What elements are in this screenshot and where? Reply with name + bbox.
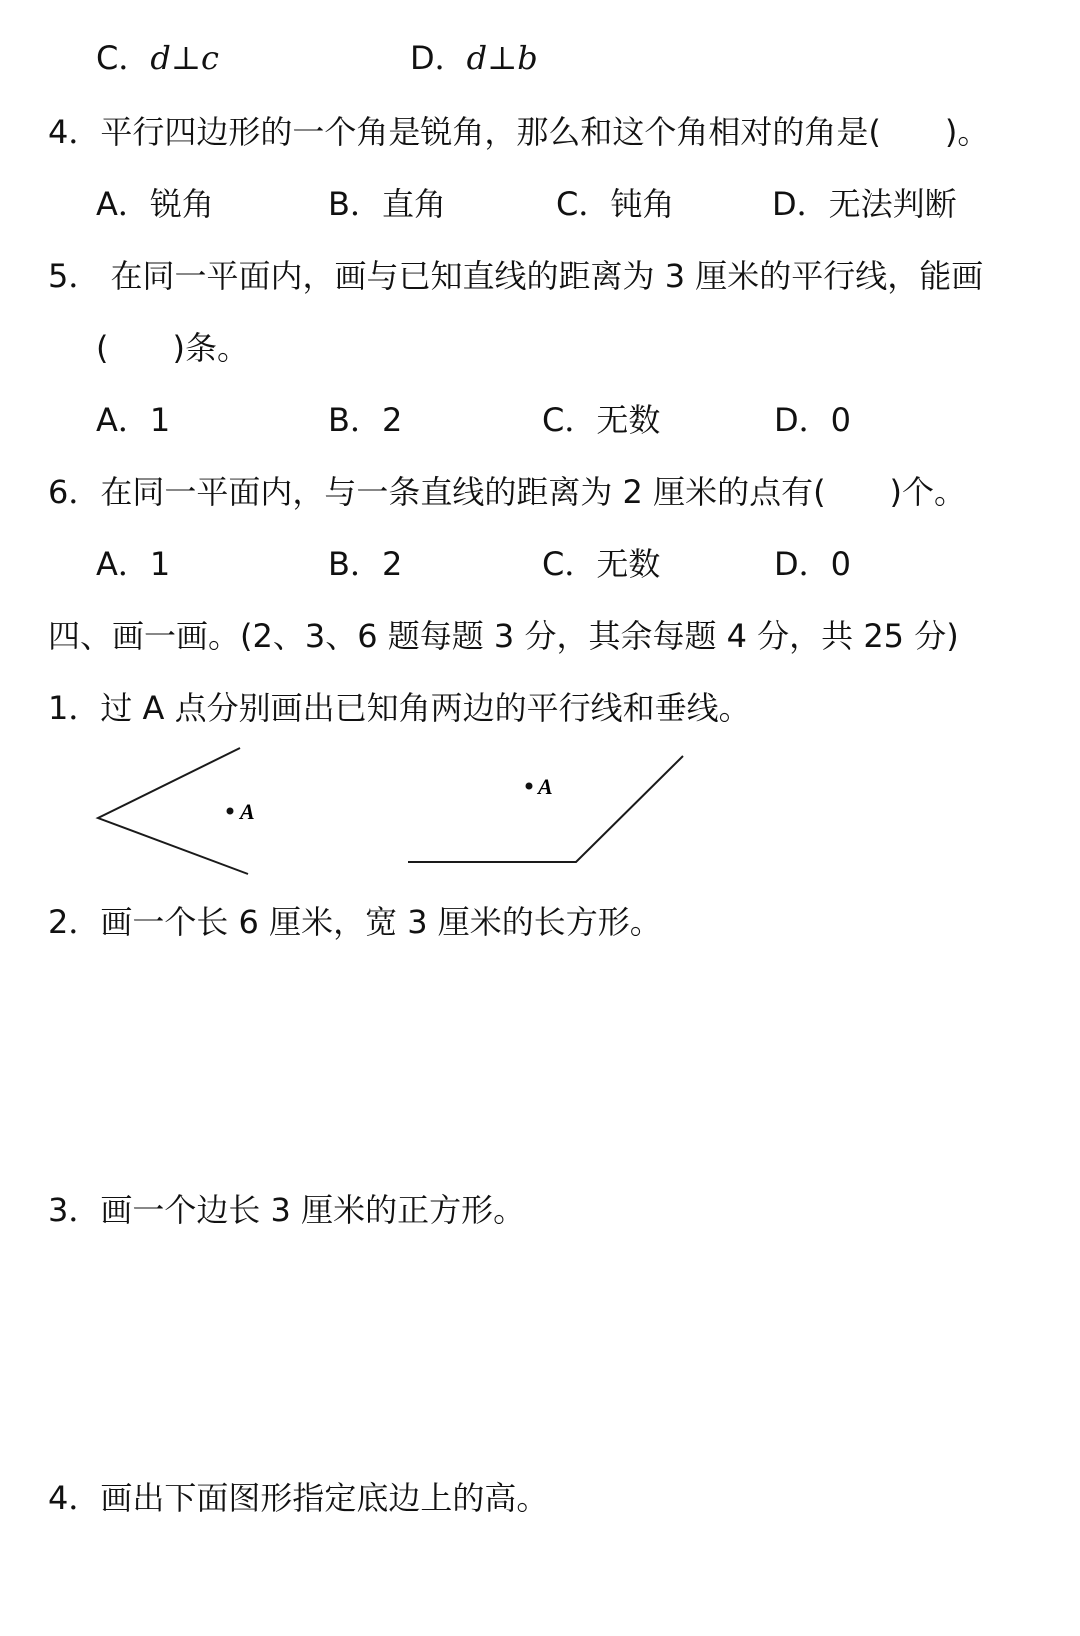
angle-right-sides [408,756,683,862]
section4-heading: 四、画一画。(2、3、6 题每题 3 分，其余每题 4 分，共 25 分) [48,617,959,655]
q6-option-d: D．0 [774,545,852,583]
q6-option-b: B．2 [328,545,403,583]
q6-option-a: A．1 [96,545,171,583]
point-a-label-left: A [240,799,255,824]
q5-stem-line2: ( )条。 [96,329,249,367]
q4-option-c: C．钝角 [556,185,675,223]
q5-option-a: A．1 [96,401,171,439]
q3-option-c-prefix: C． [96,39,151,77]
angle-figure-right [408,756,683,862]
drawing-task-2: 2．画一个长 6 厘米，宽 3 厘米的长方形。 [48,903,662,941]
q5-option-b: B．2 [328,401,403,439]
q3-option-d-expr: d⊥b [466,39,538,77]
point-a-label-right: A [538,774,553,799]
q4-option-a: A．锐角 [96,185,214,223]
q4-option-d: D．无法判断 [772,185,957,223]
drawing-task-1: 1．过 A 点分别画出已知角两边的平行线和垂线。 [48,689,751,727]
q3-option-c-expr: d⊥c [150,39,219,77]
q5-option-d: D．0 [774,401,852,439]
q6-option-c: C．无数 [542,545,661,583]
q4-stem: 4．平行四边形的一个角是锐角，那么和这个角相对的角是( )。 [48,113,990,151]
point-a-dot-left [227,808,234,815]
point-a-dot-right [526,783,533,790]
q4-option-b: B．直角 [328,185,446,223]
q6-stem: 6．在同一平面内，与一条直线的距离为 2 厘米的点有( )个。 [48,473,967,511]
drawing-task-3: 3．画一个边长 3 厘米的正方形。 [48,1191,526,1229]
angle-left-sides [98,748,248,874]
angle-figure-left [98,748,255,874]
q5-option-c: C．无数 [542,401,661,439]
drawing-task-4: 4．画出下面图形指定底边上的高。 [48,1479,549,1517]
q3-option-d-prefix: D． [410,39,467,77]
q5-stem-line1: 5． 在同一平面内，画与已知直线的距离为 3 厘米的平行线，能画 [48,257,984,295]
